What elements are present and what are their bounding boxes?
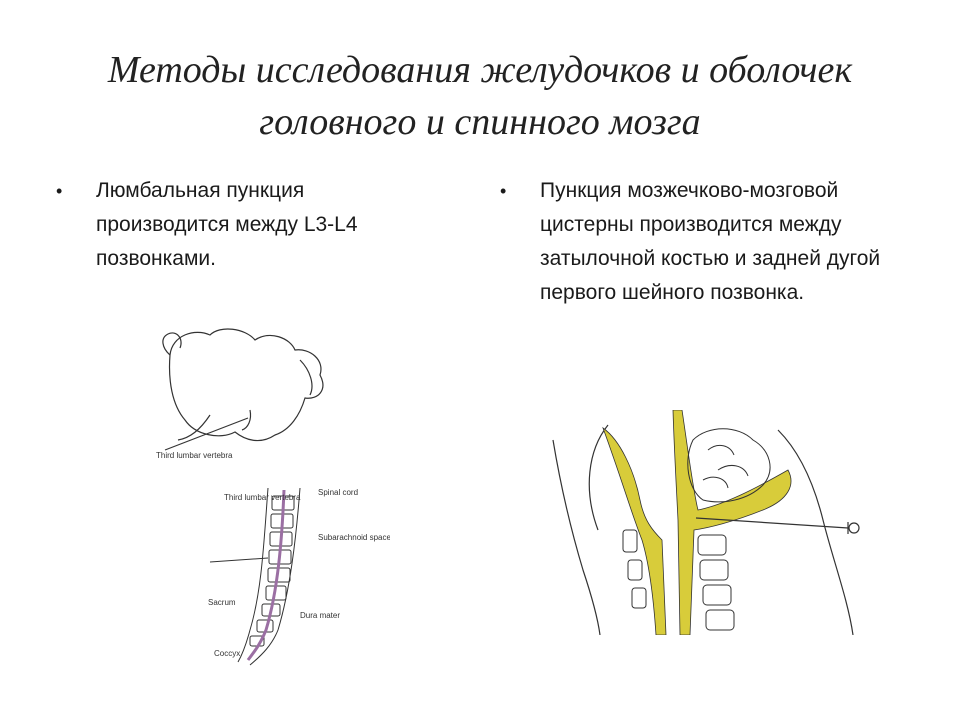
bullet-cisternal-puncture <box>500 174 900 310</box>
lumbar-puncture-illustration <box>150 300 390 680</box>
bullet-lumbar-puncture <box>56 174 436 276</box>
needle-line-top <box>165 418 248 450</box>
lumbar-puncture-drawing <box>150 300 390 680</box>
cisternal-puncture-drawing <box>548 410 878 635</box>
spine-section <box>238 488 300 665</box>
label-third-lumbar-top: Third lumbar vertebra <box>156 451 233 460</box>
bullet-text: Пункция мозжечково-мозговой цистерны производится между затылочной костью и задней дугой первого шейного позвонка. <box>540 179 881 304</box>
label-subarachnoid: Subarachnoid space <box>318 533 390 542</box>
label-spinal-cord: Spinal cord <box>318 488 359 497</box>
label-dura: Dura mater <box>300 611 341 620</box>
needle-line-spine <box>210 558 268 562</box>
slide-title: Методы исследования желудочков и оболочек головного и спинного мозга <box>107 49 853 143</box>
vertebra-bodies <box>250 496 294 646</box>
label-third-lumbar-spine: Third lumbar vertebra <box>224 493 301 502</box>
bullet-marker: • <box>56 181 63 201</box>
bullet-marker: • <box>500 181 507 201</box>
left-bullet-list <box>56 174 436 276</box>
label-coccyx: Coccyx <box>214 649 241 658</box>
label-sacrum: Sacrum <box>208 598 236 607</box>
patient-body-outline <box>163 329 323 441</box>
right-bullet-list <box>500 174 900 310</box>
cisternal-puncture-illustration <box>548 410 878 635</box>
bullet-text: Люмбальная пункция производится между L3-L4 позвонками. <box>96 179 358 270</box>
skull-and-neck-outline <box>553 425 853 635</box>
